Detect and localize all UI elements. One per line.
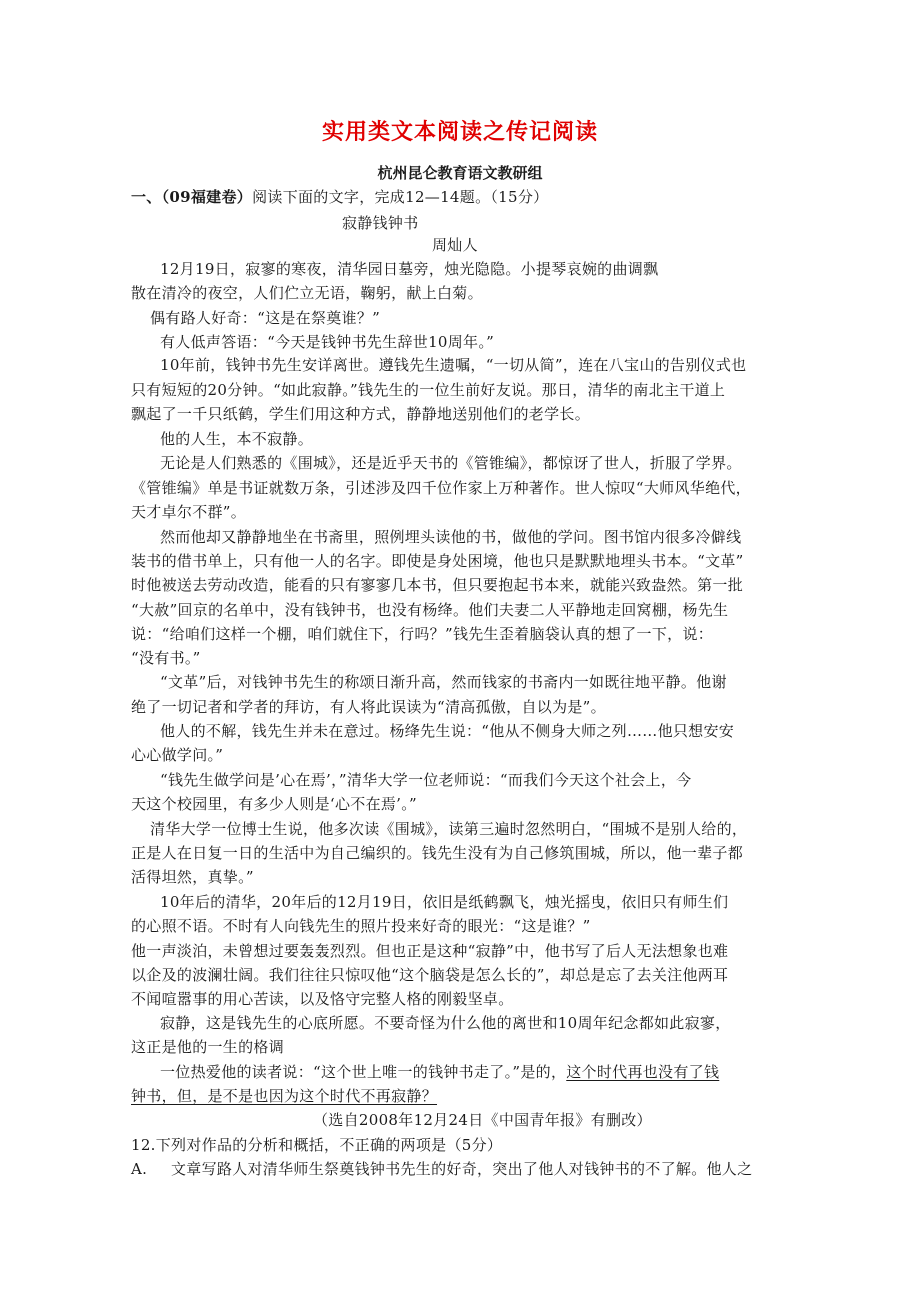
article-line: 10年前，钱钟书先生安详离世。遵钱先生遗嘱，“一切从简”，连在八宝山的告别仪式也 bbox=[160, 356, 747, 374]
question-stem: 12.下列对作品的分析和概括，不正确的两项是（5分） bbox=[131, 1136, 503, 1154]
article-line: 他人的不解，钱先生并未在意过。杨绛先生说：“他从不侧身大师之列……他只想安安 bbox=[160, 722, 735, 740]
option-a-label: A. bbox=[131, 1160, 148, 1178]
article-line: 只有短短的20分钟。“如此寂静。”钱先生的一位生前好友说。那日，清华的南北主干道上 bbox=[131, 381, 726, 399]
article-line: 天这个校园里，有多少人则是‘心不在焉’。” bbox=[131, 795, 418, 813]
article-line: 散在清冷的夜空，人们伫立无语，鞠躬，献上白菊。 bbox=[131, 284, 483, 302]
article-line: “钱先生做学问是’心在焉’，”清华大学一位老师说：“而我们今天这个社会上，今 bbox=[160, 771, 692, 789]
article-line: 说：“给咱们这样一个棚，咱们就住下，行吗？”钱先生歪着脑袋认真的想了一下，说： bbox=[131, 625, 714, 643]
article-title: 寂静钱钟书 bbox=[342, 214, 419, 232]
article-line: 偶有路人好奇：“这是在祭奠谁？” bbox=[150, 309, 381, 327]
source-note: （选自2008年12月24日《中国青年报》有删改） bbox=[313, 1111, 652, 1129]
page-subtitle: 杭州昆仑教育语文教研组 bbox=[377, 164, 543, 182]
article-line: “文革”后，对钱钟书先生的称颂日渐升高，然而钱家的书斋内一如既往地平静。他谢 bbox=[160, 673, 727, 691]
article-line: 天才卓尔不群”。 bbox=[131, 503, 247, 521]
article-line: 飘起了一千只纸鹤，学生们用这种方式，静静地送别他们的老学长。 bbox=[131, 405, 591, 423]
article-line: 12月19日，寂寥的寒夜，清华园日墓旁，烛光隐隐。小提琴哀婉的曲调飘 bbox=[160, 260, 659, 278]
article-line: “大赦”回京的名单中，没有钱钟书，也没有杨绛。他们夫妻二人平静地走回窝棚，杨先生 bbox=[131, 601, 729, 619]
article-line: 活得坦然，真挚。” bbox=[131, 868, 254, 886]
article-line: 他的人生，本不寂静。 bbox=[160, 430, 314, 448]
option-a-text: 文章写路人对清华师生祭奠钱钟书先生的好奇，突出了他人对钱钟书的不了解。他人之 bbox=[171, 1160, 753, 1178]
page-title: 实用类文本阅读之传记阅读 bbox=[321, 120, 598, 145]
article-line: 清华大学一位博士生说，他多次读《围城》，读第三遍时忽然明白，“围城不是别人给的， bbox=[150, 820, 748, 838]
article-line: 有人低声答语：“今天是钱钟书先生辞世10周年。” bbox=[160, 333, 495, 351]
article-line: 装书的借书单上，只有他一人的名字。即使是身处困境，他也只是默默地埋头书本。“文革” bbox=[131, 552, 744, 570]
article-line: 然而他却又静静地坐在书斋里，照例埋头读他的书，做他的学问。图书馆内很多冷僻线 bbox=[160, 528, 742, 546]
article-line: 时他被送去劳动改造，能看的只有寥寥几本书，但只要抱起书本来，就能兴致盎然。第一批 bbox=[131, 576, 744, 594]
option-a bbox=[131, 1159, 752, 1179]
section-instruction: 阅读下面的文字，完成12—14题。（15分） bbox=[252, 188, 549, 206]
article-line: 这正是他的一生的格调 bbox=[131, 1038, 285, 1056]
underlined-sentence: 这个时代再也没有了钱 bbox=[566, 1063, 720, 1081]
article-line-text: 一位热爱他的读者说：“这个世上唯一的钱钟书走了。”是的， bbox=[160, 1063, 567, 1081]
article-line: 《管锥编》单是书证就数万条，引述涉及四千位作家上万种著作。世人惊叹“大师风华绝代， bbox=[131, 479, 751, 497]
article-line: 的心照不语。不时有人向钱先生的照片投来好奇的眼光：“这是谁？” bbox=[131, 917, 591, 935]
article-line: 以企及的波澜壮阔。我们往往只惊叹他“这个脑袋是怎么长的”，却总是忘了去关注他两耳 bbox=[131, 966, 729, 984]
article-line: 10年后的清华，20年后的12月19日，依旧是纸鹤飘飞，烛光摇曳，依旧只有师生们 bbox=[160, 893, 729, 911]
article-line: 无论是人们熟悉的《围城》，还是近乎天书的《管锥编》，都惊讶了世人，折服了学界。 bbox=[160, 454, 742, 472]
article-line: “没有书。” bbox=[131, 649, 201, 667]
article-line bbox=[160, 1062, 719, 1082]
article-line: 绝了一切记者和学者的拜访，有人将此误读为“清高孤傲，自以为是”。 bbox=[131, 698, 606, 716]
article-line-underlined: 钟书，但，是不是也因为这个时代不再寂静？ bbox=[131, 1087, 438, 1105]
article-line: 他一声淡泊，未曾想过要轰轰烈烈。但也正是这种“寂静”中，他书写了后人无法想象也难 bbox=[131, 942, 729, 960]
article-line: 寂静，这是钱先生的心底所愿。不要奇怪为什么他的离世和10周年纪念都如此寂寥， bbox=[160, 1014, 731, 1032]
section-number: 一、 bbox=[131, 188, 162, 206]
article-line: 正是人在日复一日的生活中为自己编织的。钱先生没有为自己修筑围城，所以，他一辈子都 bbox=[131, 844, 744, 862]
article-line: 不闻喧嚣事的用心苦读，以及恪守完整人格的刚毅坚卓。 bbox=[131, 990, 514, 1008]
article-line: 心心做学问。” bbox=[131, 746, 224, 764]
section-source: （09福建卷） bbox=[161, 188, 253, 206]
article-author: 周灿人 bbox=[432, 236, 478, 254]
section-heading bbox=[131, 187, 548, 207]
